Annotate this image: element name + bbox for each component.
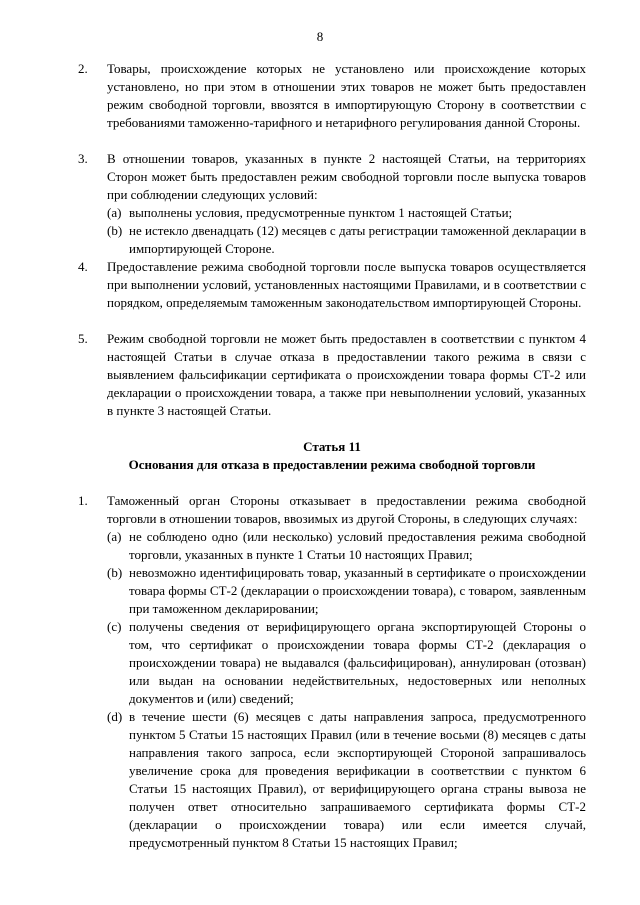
clause-text: Предоставление режима свободной торговли после выпуска товаров осуществляется при выполнении условий, установленных настоящими Правилами, и в соответствии с порядком, определяемым таможенным законодательством импортирующей Стороны.: [107, 259, 586, 310]
clause-5: [78, 330, 586, 420]
clause-text: Режим свободной торговли не может быть предоставлен в соответствии с пунктом 4 настоящей Статьи в случае отказа в предоставлении такого режима в связи с выявлением фальсификации сертификата о происхождении товара формы СТ-2 или декларации о происхождении товара, а также при невыполнении условий, указанных в пункте 3 настоящей Статьи.: [107, 331, 586, 418]
subclause-label: (a): [107, 529, 122, 544]
article11-clause-1: [78, 492, 586, 852]
subclause-text: получены сведения от верифицирующего органа экспортирующей Стороны о том, что сертификат о происхождении товара формы СТ-2 (декларация о происхождении товара) не выдавался (фальсифицирован), аннулирован (отозван) или выдан на основании недействительных, недостоверных или неполных документов и (или) сведений;: [129, 619, 586, 706]
page-number: 8: [316, 29, 324, 44]
clause-number: 3.: [78, 151, 88, 166]
clause-number: 1.: [78, 493, 88, 508]
subclause-a: [107, 204, 586, 222]
document-body: [78, 60, 586, 852]
clause-text: Таможенный орган Стороны отказывает в предоставлении режима свободной торговли в отношении товаров, ввозимых из другой Стороны, в следующих случаях:: [107, 493, 586, 526]
clause-text: В отношении товаров, указанных в пункте 2 настоящей Статьи, на территориях Сторон может быть предоставлен режим свободной торговли после выпуска товаров при соблюдении следующих условий:: [107, 151, 586, 202]
subclause-label: (c): [107, 619, 122, 634]
subclause-d: [107, 708, 586, 852]
subclause-a: [107, 528, 586, 564]
subclause-label: (d): [107, 709, 123, 724]
clause-4: [78, 258, 586, 312]
subclause-b: [107, 564, 586, 618]
subclause-b: [107, 222, 586, 258]
subclause-text: не соблюдено одно (или несколько) условий предоставления режима свободной торговли, указанных в пункте 1 Статьи 10 настоящих Правил;: [129, 529, 586, 562]
clause-number: 5.: [78, 331, 88, 346]
subclause-text: не истекло двенадцать (12) месяцев с даты регистрации таможенной декларации в импортирующей Стороне.: [129, 223, 586, 256]
subclause-c: [107, 618, 586, 708]
subclause-label: (b): [107, 565, 123, 580]
clause-3: [78, 150, 586, 258]
clause-2: [78, 60, 586, 132]
subclause-text: выполнены условия, предусмотренные пунктом 1 настоящей Статьи;: [129, 205, 513, 220]
article-title: Основания для отказа в предоставлении режима свободной торговли: [128, 457, 536, 472]
subclause-label: (b): [107, 223, 123, 238]
article-number: Статья 11: [303, 439, 361, 454]
subclause-text: в течение шести (6) месяцев с даты направления запроса, предусмотренного пунктом 5 Статьи 15 настоящих Правил (или в течение восьми (8) месяцев с даты направления такого запроса, если экспортирующей Стороной запрашивалось увеличение срока для проведения верификации в соответствии с пунктом 6 Статьи 15 настоящих Правил), от верифицирующего органа страны вывоза не получен ответ относительно запрашиваемого сертификата формы СТ-2 (декларации о происхождении товара) или если имеется случай, предусмотренный пунктом 8 Статьи 15 настоящих Правил;: [129, 709, 586, 850]
subclause-label: (a): [107, 205, 122, 220]
clause-text: Товары, происхождение которых не установлено или происхождение которых установлено, но при этом в отношении этих товаров не может быть предоставлен режим свободной торговли, ввозятся в импортирующую Сторону в соответствии с требованиями таможенно-тарифного и нетарифного регулирования данной Стороны.: [107, 61, 586, 130]
clause-number: 2.: [78, 61, 88, 76]
clause-number: 4.: [78, 259, 88, 274]
subclause-text: невозможно идентифицировать товар, указанный в сертификате о происхождении товара формы СТ-2 (декларации о происхождении товара), с товаром, заявленным при таможенном декларировании;: [129, 565, 586, 616]
